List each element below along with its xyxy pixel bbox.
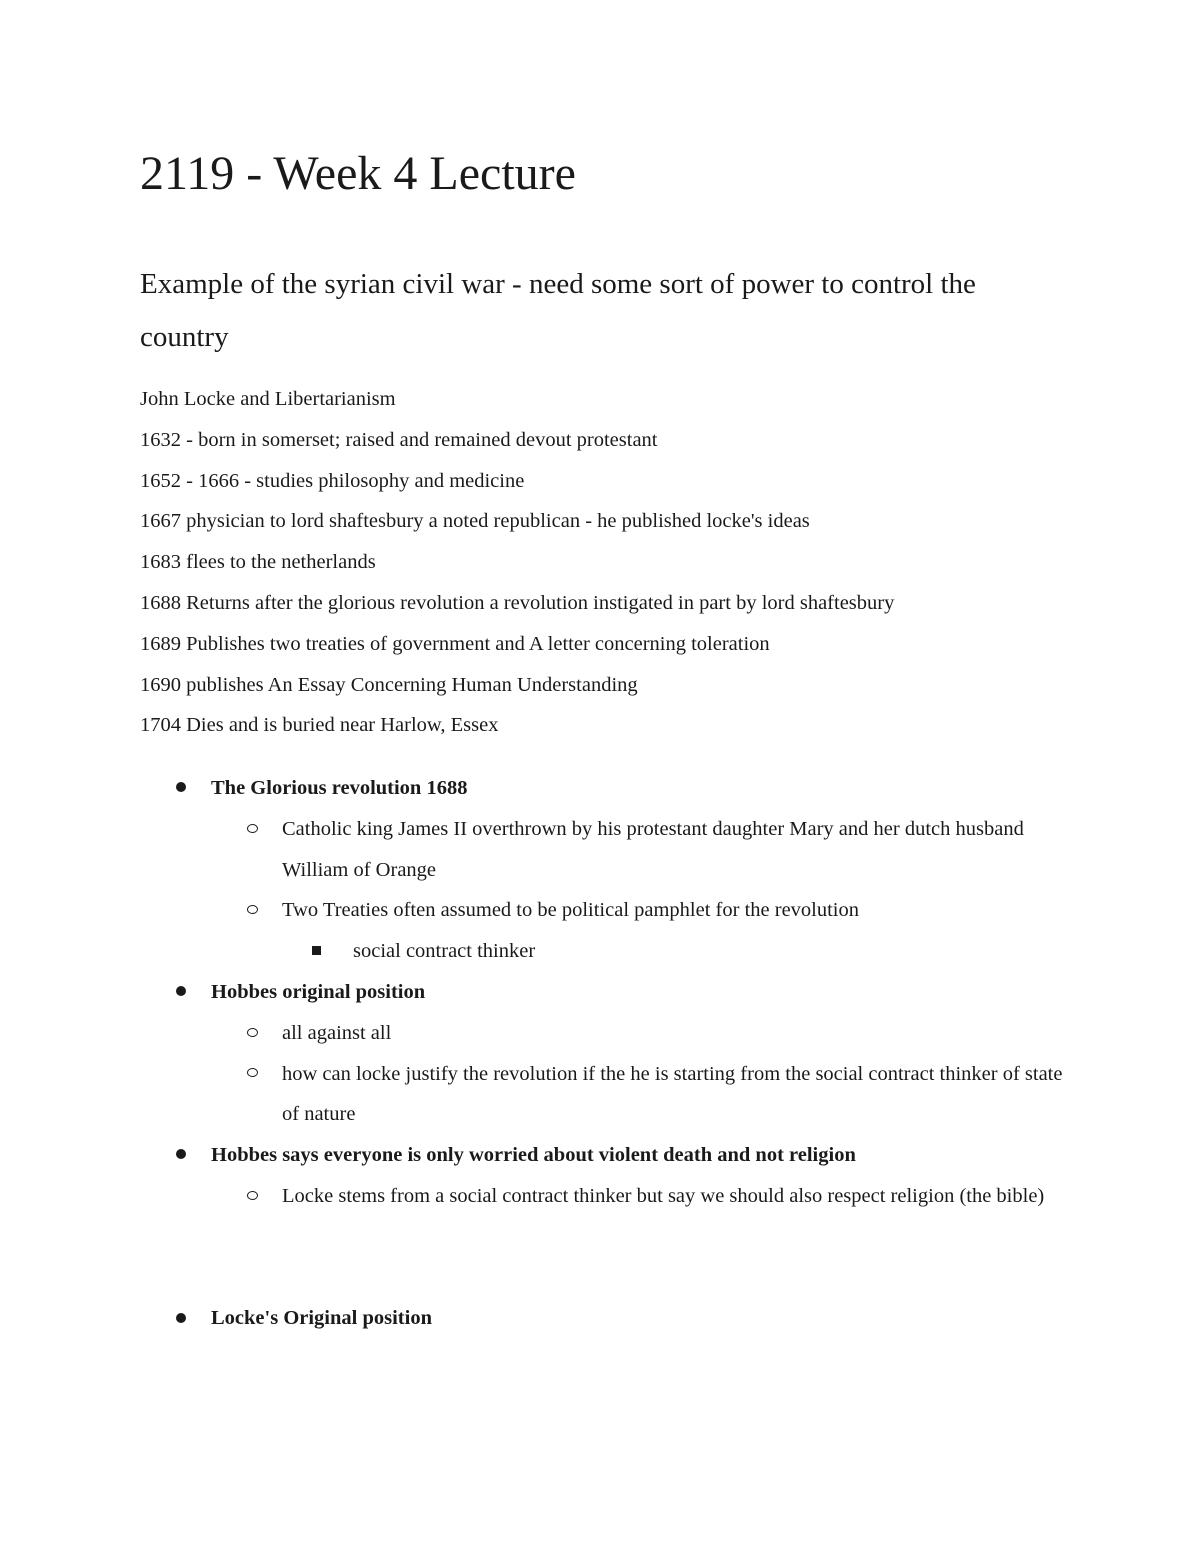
outline-heading [140,1135,1070,1176]
timeline-heading: John Locke and Libertarianism [140,388,396,410]
timeline-entry: 1667 physician to lord shaftesbury a noted republican - he published locke's ideas [140,510,810,533]
hollow-bullet-icon [247,1176,258,1217]
outline-item-text: Locke stems from a social contract thinker but say we should also respect religion (the bible) [282,1184,1045,1207]
timeline-entry: 1689 Publishes two treaties of government and A letter concerning toleration [140,632,770,655]
square-bullet-icon [312,931,321,972]
outline-heading-text: Locke's Original position [211,1307,432,1330]
blank-space [140,1217,1070,1299]
outline-item [140,1013,1070,1054]
outline-item-text: how can locke justify the revolution if the he is starting from the social contract thinker of state of nature [282,1062,1063,1126]
hollow-bullet-icon [247,1013,258,1054]
hollow-bullet-icon [247,809,258,850]
outline-heading-text: Hobbes says everyone is only worried about violent death and not religion [211,1144,856,1167]
outline-subitem-text: social contract thinker [353,940,536,963]
outline-heading [140,972,1070,1013]
outline-heading-text: The Glorious revolution 1688 [211,777,468,799]
timeline-entry: 1690 publishes An Essay Concerning Human Understanding [140,673,638,696]
outline-heading [140,1298,1070,1339]
filled-bullet-icon [176,1135,186,1176]
timeline-entry: 1652 - 1666 - studies philosophy and medicine [140,469,525,492]
timeline-entry: 1683 flees to the netherlands [140,551,376,574]
hollow-bullet-icon [247,890,258,931]
page-subtitle: Example of the syrian civil war - need some sort of power to control the country [140,268,976,353]
hollow-bullet-icon [247,1054,258,1095]
timeline-entry: 1688 Returns after the glorious revolution a revolution instigated in part by lord shaftesbury [140,591,895,614]
timeline-entry: 1704 Dies and is buried near Harlow, Essex [140,714,499,737]
outline-item-text: Two Treaties often assumed to be political pamphlet for the revolution [282,899,860,922]
page-title: 2119 - Week 4 Lecture [140,147,576,200]
filled-bullet-icon [176,1298,186,1339]
outline-item-text: Catholic king James II overthrown by his protestant daughter Mary and her dutch husband William of Orange [282,817,1024,881]
outline-subitem [140,931,1070,972]
outline-item [140,1176,1070,1217]
locke-timeline [140,379,894,746]
lecture-outline [140,768,1070,1339]
filled-bullet-icon [176,768,186,809]
outline-item-text: all against all [282,1021,392,1044]
outline-item [140,809,1070,891]
outline-item [140,1054,1070,1136]
outline-heading-text: Hobbes original position [211,980,426,1003]
outline-item [140,890,1070,931]
timeline-entry: 1632 - born in somerset; raised and remained devout protestant [140,428,658,451]
outline-heading [140,768,1070,809]
filled-bullet-icon [176,972,186,1013]
